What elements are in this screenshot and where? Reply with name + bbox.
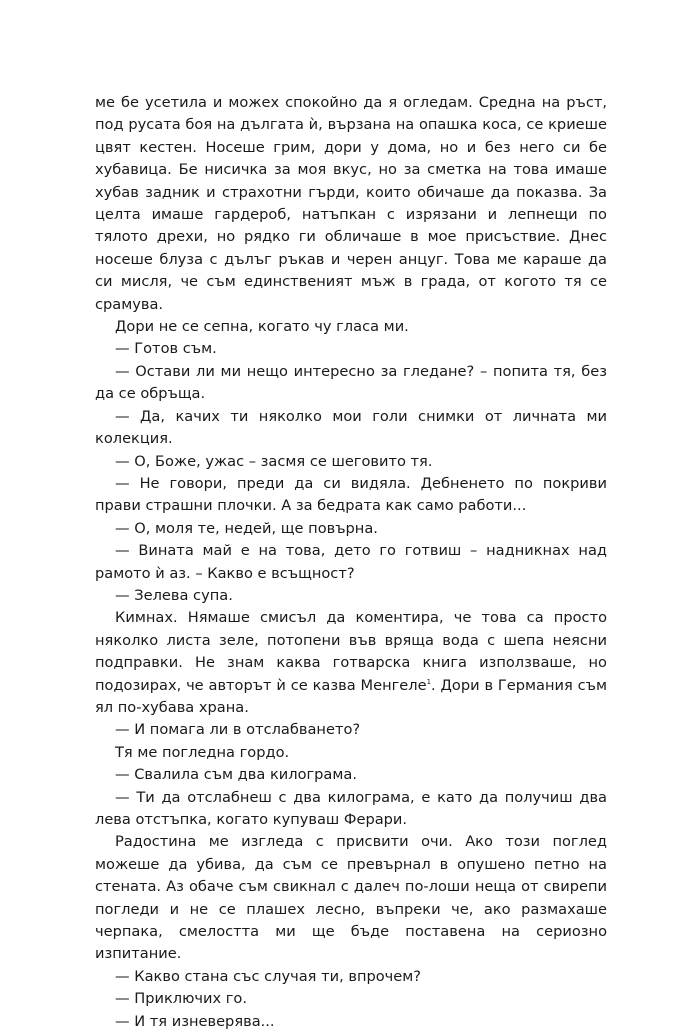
paragraph-text-tail: . Дори в Германия съм ял по-хубава храна. (95, 676, 608, 716)
book-page-text (95, 92, 607, 1033)
paragraph-narration: Тя ме погледна гордо. (115, 743, 290, 761)
paragraph-narration: Дори не се сепна, когато чу гласа ми. (115, 318, 409, 336)
dialogue-line: — Ти да отслабнеш с два килограма, е като да получиш два лева отстъпка, когато купуваш Ферари. (95, 788, 607, 828)
dialogue-line: — Вината май е на това, дето го готвиш – надникнах над рамото ѝ аз. – Какво е всъщност? (95, 542, 607, 582)
dialogue-line: — Не говори, преди да си видяла. Дебненето по покриви прави страшни плочки. А за бедрата как само работи... (95, 474, 607, 515)
footnote-marker: 1 (426, 677, 432, 686)
dialogue-line: — Готов съм. (115, 340, 217, 358)
dialogue-line: — Приключих го. (115, 990, 247, 1008)
paragraph-narration (95, 607, 607, 719)
paragraph-description: ме бе усетила и можех спокойно да я огледам. Средна на ръст, под русата боя на дългата ѝ, вързана на опашка коса, се криеше цвят кестен. Носеше грим, дори у дома, но и без него си бе хубавица. Бе нисичка за моя вкус, но за сметка на това имаше хубав задник и страхотни гърди, които обичаше да показва. За целта имаше гардероб, натъпкан с изрязани и лепнещи по тялото дрехи, но рядко ги обличаше в мое присъствие. Днес носеше блуза с дълъг ръкав и черен анцуг. Това ме караше да си мисля, че съм единственият мъж в града, от когото тя се срамува. (95, 94, 607, 313)
dialogue-line: — О, моля те, недей, ще повърна. (115, 519, 378, 537)
dialogue-line: — И помага ли в отслабването? (115, 721, 361, 739)
paragraph-narration: Радостина ме изгледа с присвити очи. Ако този поглед можеше да убива, да съм се превърнал в опушено петно на стената. Аз обаче съм свикнал с далеч по-лоши неща от свирепи погледи и не се плашех лесно, въпреки че, ако размахаше черпака, смелостта ми ще бъде поставена на сериозно изпитание. (95, 833, 607, 963)
dialogue-line: — О, Боже, ужас – засмя се шеговито тя. (115, 452, 433, 470)
paragraph-text: Кимнах. Нямаше смисъл да коментира, че това са просто няколко листа зеле, потопени във вряща вода с шепа неясни подправки. Не знам каква готварска книга използваше, но подозирах, че авторът ѝ се казва Менгеле (95, 609, 607, 694)
dialogue-line: — Какво стана със случая ти, впрочем? (115, 967, 422, 985)
dialogue-line: — Зелева супа. (115, 586, 233, 604)
dialogue-line: — Свалила съм два килограма. (115, 766, 357, 784)
dialogue-line: — И тя изневерява... (115, 1012, 275, 1030)
dialogue-line: — Остави ли ми нещо интересно за гледане? – попита тя, без да се обръща. (95, 362, 607, 403)
dialogue-line: — Да, качих ти няколко мои голи снимки от личната ми колекция. (95, 407, 607, 448)
